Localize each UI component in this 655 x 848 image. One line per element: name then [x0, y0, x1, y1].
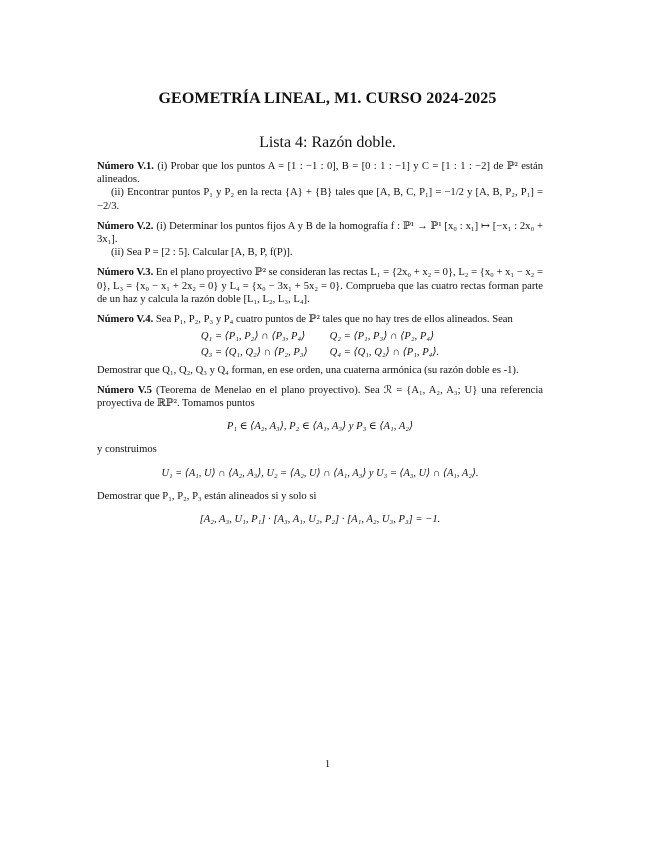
exercise-number: Número V.5 — [97, 384, 152, 396]
menelaus-formula: [A₂, A₃, U₁, P₁] · [A₃, A₁, U₂, P₂] · [A₁, A₂, U₃, P₃] = −1. — [199, 514, 441, 526]
exercise-conclusion: Demostrar que Q₁, Q₂, Q₃ y Q₄ forman, en ese orden, una cuaterna armónica (su razón doble es -1). — [97, 364, 519, 376]
u-definitions-display: U₁ = ⟨A₁, U⟩ ∩ ⟨A₂, A₃⟩, U₂ = ⟨A₂, U⟩ ∩ ⟨A₁, A₃⟩ y U₃ = ⟨A₃, U⟩ ∩ ⟨A₁, A₂⟩. — [161, 467, 479, 479]
exercise-part: (i) Probar que los puntos A = [1 : −1 : 0], B = [0 : 1 : −1] y C = [1 : 1 : −2] de ℙ² están alineados. — [97, 161, 543, 186]
exercise-number: Número V.1. — [97, 161, 154, 172]
exercise-number: Número V.3. — [97, 267, 154, 279]
page-number: 1 — [324, 759, 331, 770]
exercise-v1 — [97, 160, 543, 213]
equation: Q₁ = ⟨P₁, P₂⟩ ∩ ⟨P₃, P₄⟩ — [200, 331, 306, 343]
equation: Q₄ = ⟨Q₁, Q₂⟩ ∩ ⟨P₁, P₄⟩. — [329, 347, 440, 359]
exercise-number: Número V.2. — [97, 220, 154, 232]
exercise-part: (ii) Encontrar puntos P₁ y P₂ en la recta {A} + {B} tales que [A, B, C, P₁] = −1/2 y [A, B, P₂, P₁] = −2/3. — [97, 187, 543, 212]
exercise-v5 — [97, 384, 543, 526]
exercise-part: (ii) Sea P = [2 : 5]. Calcular [A, B, P, f(P)]. — [111, 247, 293, 259]
equation: Q₃ = ⟨Q₁, Q₂⟩ ∩ ⟨P₂, P₃⟩ — [200, 347, 308, 359]
page-title: GEOMETRÍA LINEAL, M1. CURSO 2024-2025 — [158, 90, 497, 107]
exercise-v3 — [97, 266, 543, 306]
exercise-intro: Sea P₁, P₂, P₃ y P₄ cuatro puntos de ℙ² tales que no hay tres de ellos alineados. Sean — [155, 314, 513, 326]
exercise-v4 — [97, 313, 543, 377]
equation-block — [97, 330, 543, 359]
equation: Q₂ = ⟨P₁, P₃⟩ ∩ ⟨P₂, P₄⟩ — [329, 331, 435, 343]
construct-text: y construimos — [97, 444, 157, 456]
exercise-v2 — [97, 220, 543, 260]
exercise-list — [97, 160, 543, 536]
exercise-part: (i) Determinar los puntos fijos A y B de la homografía f : ℙ¹ → ℙ¹ [x₀ : x₁] ↦ [−x₁ : 2x₀ + 3x₁]. — [97, 220, 544, 246]
exercise-text: En el plano proyectivo ℙ² se consideran las rectas L₁ = {2x₀ + x₂ = 0}, L₂ = {x₀ + x₁ − x₂ = 0}, L₃ = {x₀ − x₁ + 2x₂ = 0} y L₄ = {x₀ − 3x₁ + 5x₂ = 0}. Comprueba que las cuatro rectas forman parte de un haz y calcula la razón doble [L₁, L₂, L₃, L₄]. — [97, 267, 543, 305]
exercise-intro: (Teorema de Menelao en el plano proyectivo). Sea ℛ = {A₁, A₂, A₃; U} una referencia proyectiva de ℝℙ². Tomamos puntos — [97, 384, 543, 410]
points-display: P₁ ∈ ⟨A₂, A₃⟩, P₂ ∈ ⟨A₁, A₃⟩ y P₃ ∈ ⟨A₁, A₂⟩ — [226, 421, 414, 433]
page-subtitle: Lista 4: Razón doble. — [259, 134, 396, 151]
exercise-number: Número V.4. — [97, 314, 154, 326]
prove-text: Demostrar que P₁, P₂, P₃ están alineados si y solo si — [97, 490, 317, 502]
